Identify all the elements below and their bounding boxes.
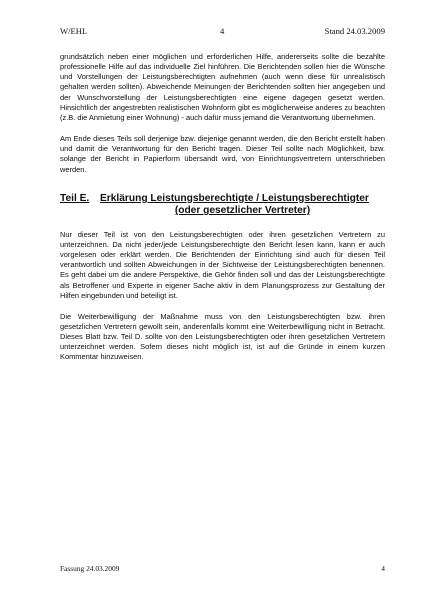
section-subtitle: (oder gesetzlicher Vertreter) [174,205,311,217]
section-heading [60,193,385,218]
body-paragraph: Am Ende dieses Teils soll derjenige bzw. diejenige genannt werden, die den Bericht erstellt haben und damit die Verantwortung für den Bericht tragen. Dieser Teil sollte nach Möglichkeit, bzw. solange der Bericht in Papierform übersandt wird, von Einrichtungsvertretern unterschrieben werden. [60,134,385,174]
page-header [60,26,385,38]
body-paragraph: Die Weiterbewilligung der Maßnahme muss von den Leistungsberechtigten bzw. ihren gesetzlichen Vertretern gewollt sein, anderenfalls kommt eine Weiterbewilligung nicht in Betracht. Dieses Blatt bzw. Teil D. sollte von den Leistungsberechtigten oder ihren gesetzlichen Vertretern unterzeichnet werden. Sofern dieses nicht möglich ist, ist auf die Gründe in einem kurzen Kommentar hinzuweisen. [60,311,385,362]
page-footer [60,564,385,576]
section-number: Teil E. [60,192,90,204]
body-paragraph: Nur dieser Teil ist von den Leistungsberechtigten oder ihren gesetzlichen Vertretern zu unterzeichnen. Da nicht jeder/jede Leistungsberechtigte den Bericht lesen kann, kann er auch vorgelesen oder erklärt werden. Die Berichtenden der Einrichtung sind auch für diesen Teil verantwortlich und sollten Abweichungen in der Sichtweise der Leistungsberechtigten benennen. Es geht dabei um die andere Perspektive, die Gehör finden soll und das der Leistungsberechtigte als Betroffener und Experte in eigener Sache aktiv in dem Planungsprozess zur Gestaltung der Hilfen eingebunden und beteiligt ist. [60,229,385,300]
section-title: Erklärung Leistungsberechtigte / Leistungsberechtigter [100,192,369,204]
body-paragraph: grundsätzlich neben einer möglichen und erforderlichen Hilfe, andererseits sollte die bezahlte professionelle Hilfe auf das individuelle Ziel hinführen. Die Berichtenden sollen hier die Wünsche und Vorstellungen der Leistungsberechtigten aufnehmen (auch wenn diese für unrealistisch gehalten werden sollten). Abweichende Meinungen der Berichtenden sollten hier angegeben und der Wunschvorstellung der Leistungsberechtigten eine eigene dagegen gesetzt werden. Hinsichtlich der angestrebten realistischen Wohnform gibt es möglicherweise anderes zu beachten (z.B. die Anmietung einer Wohnung) - auch dafür muss jemand die Verantwortung übernehmen. [60,52,385,122]
header-page-number: 4 [220,26,225,36]
footer-version-date: Fassung 24.03.2009 [60,564,120,573]
footer-page-number: 4 [381,564,385,573]
header-document-code: W/EHL [60,26,88,36]
header-status-date: Stand 24.03.2009 [324,26,385,36]
page-body [60,52,385,374]
